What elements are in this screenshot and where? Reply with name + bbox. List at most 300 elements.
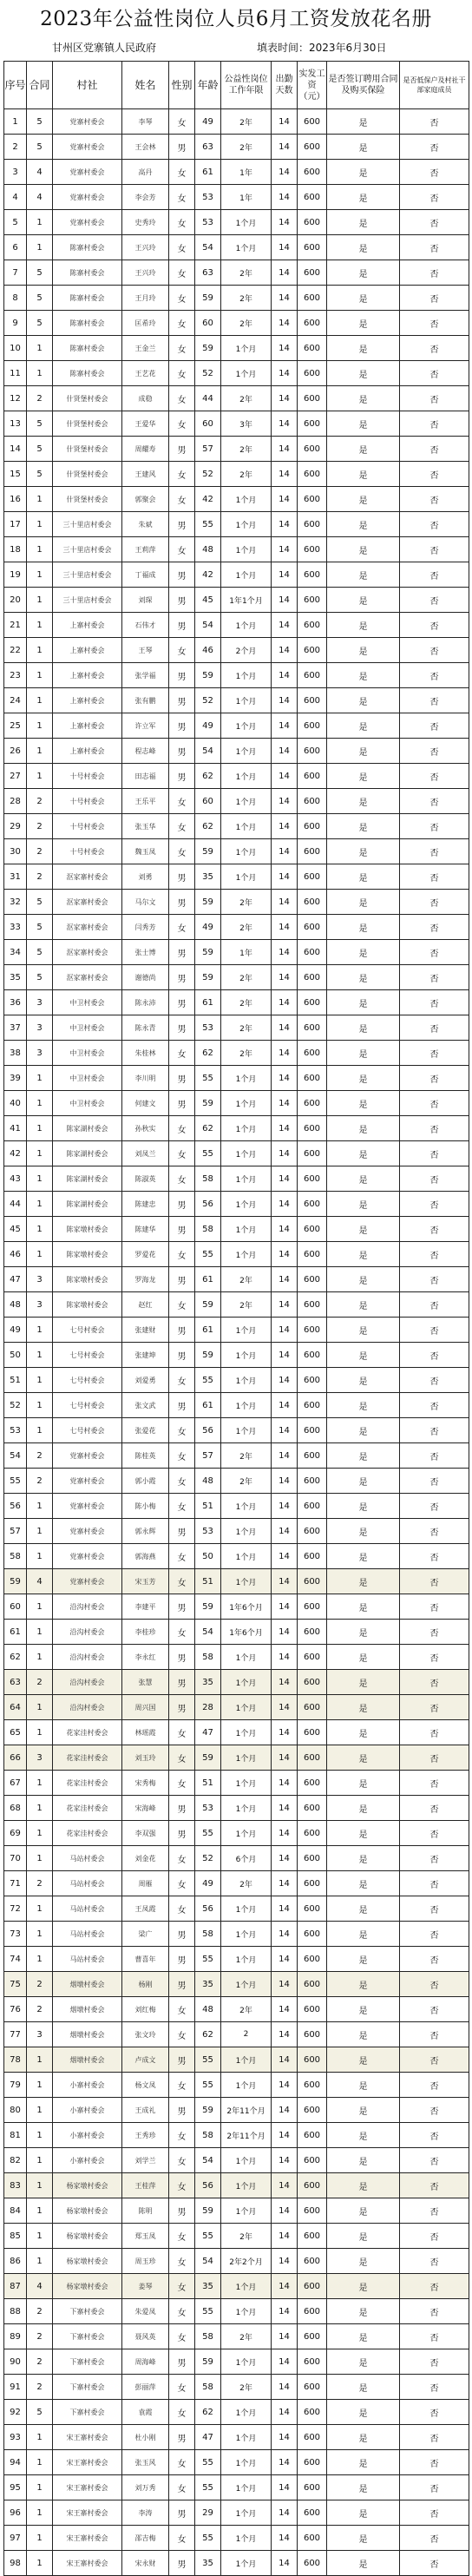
cell-age: 35 [195,2274,221,2299]
cell-village: 什贤堡村委会 [53,437,122,462]
cell-contract-signed: 是 [327,663,400,688]
cell-years: 1个月 [221,2400,272,2425]
table-row [4,1594,469,1620]
cell-contract-signed: 是 [327,2098,400,2123]
table-row [4,2526,469,2551]
cell-village: 党寨村委会 [53,1494,122,1519]
cell-contract: 3 [27,1292,53,1318]
cell-years: 2年 [221,2324,272,2349]
cell-age: 42 [195,487,221,512]
cell-pay: 600 [298,965,327,990]
cell-days: 14 [272,663,298,688]
cell-name: 杨刚 [122,1972,169,1997]
table-row [4,1771,469,1796]
cell-age: 59 [195,2198,221,2224]
cell-days: 14 [272,512,298,537]
cell-name: 李双强 [122,1821,169,1846]
cell-name: 闫秀芳 [122,915,169,940]
cell-years: 1个月 [221,1393,272,1418]
cell-contract-signed: 是 [327,1645,400,1670]
cell-low-income: 否 [400,839,469,864]
cell-years: 1个月 [221,1519,272,1544]
cell-years: 1个月 [221,1670,272,1695]
cell-pay: 600 [298,1166,327,1192]
cell-village: 中卫村委会 [53,1066,122,1091]
cell-gender: 女 [169,1141,195,1166]
table-row [4,1569,469,1594]
cell-contract: 2 [27,864,53,890]
cell-no: 37 [4,1015,27,1041]
cell-contract: 1 [27,2123,53,2148]
cell-gender: 女 [169,1896,195,1922]
cell-village: 陈寨村委会 [53,361,122,386]
cell-gender: 男 [169,739,195,764]
cell-contract: 5 [27,2400,53,2425]
cell-no: 55 [4,1469,27,1494]
table-row [4,1318,469,1343]
table-row [4,2249,469,2274]
cell-age: 55 [195,1066,221,1091]
cell-age: 57 [195,437,221,462]
cell-contract-signed: 是 [327,1368,400,1393]
cell-gender: 女 [169,109,195,135]
cell-gender: 女 [169,789,195,814]
cell-gender: 女 [169,2324,195,2349]
cell-contract: 2 [27,2299,53,2324]
cell-village: 党寨村委会 [53,160,122,185]
cell-contract: 1 [27,1091,53,1116]
cell-contract-signed: 是 [327,135,400,160]
cell-days: 14 [272,1670,298,1695]
cell-years: 1个月 [221,1821,272,1846]
cell-years: 1个月 [221,1116,272,1141]
cell-days: 14 [272,437,298,462]
cell-contract: 2 [27,1997,53,2022]
cell-gender: 男 [169,1796,195,1821]
cell-contract: 1 [27,1645,53,1670]
cell-low-income: 否 [400,965,469,990]
cell-years: 1个月 [221,1695,272,1720]
cell-gender: 女 [169,1871,195,1896]
cell-gender: 女 [169,160,195,185]
cell-years: 1个月 [221,1166,272,1192]
cell-days: 14 [272,386,298,411]
cell-years: 1个月 [221,1947,272,1972]
cell-contract-signed: 是 [327,1569,400,1594]
cell-contract-signed: 是 [327,1922,400,1947]
cell-no: 3 [4,160,27,185]
cell-contract: 3 [27,1745,53,1771]
cell-village: 小寨村委会 [53,2123,122,2148]
cell-low-income: 否 [400,1494,469,1519]
table-row [4,1972,469,1997]
cell-contract-signed: 是 [327,1796,400,1821]
cell-contract: 1 [27,1242,53,1267]
cell-no: 30 [4,839,27,864]
table-row [4,1192,469,1217]
cell-years: 1个月 [221,1896,272,1922]
cell-gender: 女 [169,2375,195,2400]
cell-contract: 1 [27,2249,53,2274]
cell-years: 2 [221,2022,272,2047]
issuing-unit: 甘州区党寨镇人民政府 [52,42,157,54]
cell-pay: 600 [298,1469,327,1494]
cell-pay: 600 [298,1141,327,1166]
cell-age: 58 [195,1645,221,1670]
cell-no: 41 [4,1116,27,1141]
cell-name: 李涛 [122,2500,169,2526]
cell-name: 刘学兰 [122,2148,169,2173]
cell-contract: 2 [27,386,53,411]
cell-contract: 2 [27,814,53,839]
cell-contract: 5 [27,965,53,990]
cell-days: 14 [272,1846,298,1871]
cell-contract: 4 [27,1569,53,1594]
cell-village: 党寨村委会 [53,210,122,235]
cell-village: 中卫村委会 [53,1091,122,1116]
cell-no: 65 [4,1720,27,1745]
cell-contract-signed: 是 [327,638,400,663]
cell-contract: 1 [27,1771,53,1796]
cell-name: 王凤霞 [122,1896,169,1922]
cell-years: 1个月 [221,1217,272,1242]
cell-no: 84 [4,2198,27,2224]
cell-no: 47 [4,1267,27,1292]
cell-years: 1个月 [221,2274,272,2299]
cell-gender: 女 [169,1292,195,1318]
cell-pay: 600 [298,2123,327,2148]
cell-years: 1个月 [221,1922,272,1947]
cell-years: 2年 [221,965,272,990]
cell-contract-signed: 是 [327,739,400,764]
cell-no: 66 [4,1745,27,1771]
cell-pay: 600 [298,1418,327,1443]
cell-low-income: 否 [400,2148,469,2173]
cell-pay: 600 [298,2400,327,2425]
cell-contract: 5 [27,135,53,160]
cell-name: 郑玉凤 [122,2224,169,2249]
cell-days: 14 [272,1620,298,1645]
cell-contract-signed: 是 [327,235,400,260]
cell-name: 张文武 [122,1393,169,1418]
cell-gender: 女 [169,1041,195,1066]
cell-days: 14 [272,2173,298,2198]
cell-years: 1个月 [221,1796,272,1821]
cell-village: 花家洼村委会 [53,1720,122,1745]
table-row [4,638,469,663]
cell-no: 64 [4,1695,27,1720]
cell-days: 14 [272,2299,298,2324]
cell-age: 46 [195,638,221,663]
cell-low-income: 否 [400,990,469,1015]
cell-village: 上寨村委会 [53,613,122,638]
cell-contract-signed: 是 [327,713,400,739]
cell-pay: 600 [298,2073,327,2098]
cell-days: 14 [272,1066,298,1091]
cell-years: 1个月 [221,1318,272,1343]
cell-days: 14 [272,789,298,814]
cell-years: 1个月 [221,1645,272,1670]
cell-name: 罗海龙 [122,1267,169,1292]
cell-pay: 600 [298,512,327,537]
cell-days: 14 [272,210,298,235]
cell-age: 35 [195,1972,221,1997]
cell-no: 83 [4,2173,27,2198]
cell-years: 2年11个月 [221,2098,272,2123]
cell-days: 14 [272,940,298,965]
cell-years: 1个月 [221,1066,272,1091]
cell-gender: 女 [169,2475,195,2500]
cell-days: 14 [272,2349,298,2375]
cell-contract: 1 [27,537,53,562]
cell-contract: 1 [27,2551,53,2576]
cell-no: 2 [4,135,27,160]
cell-name: 朱桂林 [122,1041,169,1066]
cell-pay: 600 [298,1066,327,1091]
cell-no: 42 [4,1141,27,1166]
cell-name: 石伟才 [122,613,169,638]
cell-contract-signed: 是 [327,462,400,487]
cell-name: 郭聚会 [122,487,169,512]
cell-days: 14 [272,1116,298,1141]
cell-age: 61 [195,160,221,185]
cell-contract-signed: 是 [327,2173,400,2198]
cell-age: 59 [195,336,221,361]
cell-no: 9 [4,311,27,336]
cell-gender: 女 [169,1116,195,1141]
cell-days: 14 [272,2500,298,2526]
cell-contract: 1 [27,2073,53,2098]
cell-contract-signed: 是 [327,286,400,311]
cell-years: 1个月 [221,512,272,537]
cell-pay: 600 [298,2349,327,2375]
cell-pay: 600 [298,2047,327,2073]
cell-low-income: 否 [400,135,469,160]
cell-contract-signed: 是 [327,965,400,990]
cell-name: 张士博 [122,940,169,965]
cell-name: 刘金花 [122,1846,169,1871]
cell-name: 张文玲 [122,2022,169,2047]
cell-contract-signed: 是 [327,2526,400,2551]
table-row [4,1896,469,1922]
cell-name: 刘凤兰 [122,1141,169,1166]
table-row [4,1947,469,1972]
cell-name: 谢德尚 [122,965,169,990]
cell-village: 党寨村委会 [53,1443,122,1469]
cell-years: 1个月 [221,1494,272,1519]
cell-contract-signed: 是 [327,1469,400,1494]
cell-days: 14 [272,1242,298,1267]
cell-village: 三十里店村委会 [53,562,122,588]
cell-low-income: 否 [400,1519,469,1544]
table-row [4,1141,469,1166]
cell-days: 14 [272,336,298,361]
table-row [4,1620,469,1645]
table-row [4,1519,469,1544]
cell-pay: 600 [298,1745,327,1771]
cell-contract-signed: 是 [327,2475,400,2500]
cell-contract-signed: 是 [327,1720,400,1745]
table-row [4,1368,469,1393]
col-header-pay: 实发工资（元） [298,62,327,109]
cell-low-income: 否 [400,1695,469,1720]
cell-age: 48 [195,1469,221,1494]
cell-no: 69 [4,1821,27,1846]
cell-pay: 600 [298,1443,327,1469]
cell-age: 55 [195,1947,221,1972]
cell-no: 44 [4,1192,27,1217]
cell-low-income: 否 [400,2249,469,2274]
cell-name: 田志福 [122,764,169,789]
cell-name: 张建坤 [122,1343,169,1368]
cell-contract: 2 [27,1469,53,1494]
cell-contract-signed: 是 [327,1066,400,1091]
cell-pay: 600 [298,2098,327,2123]
cell-age: 59 [195,940,221,965]
cell-contract: 5 [27,411,53,437]
cell-contract-signed: 是 [327,1091,400,1116]
cell-name: 张慧 [122,1670,169,1695]
table-row [4,663,469,688]
cell-contract-signed: 是 [327,562,400,588]
cell-name: 邵吉梅 [122,2526,169,2551]
cell-days: 14 [272,1041,298,1066]
cell-name: 王金兰 [122,336,169,361]
cell-days: 14 [272,361,298,386]
cell-village: 陈家湖村委会 [53,1166,122,1192]
cell-contract: 2 [27,2349,53,2375]
cell-gender: 男 [169,1267,195,1292]
cell-no: 59 [4,1569,27,1594]
cell-years: 2年 [221,1267,272,1292]
cell-no: 21 [4,613,27,638]
cell-age: 61 [195,1267,221,1292]
cell-contract-signed: 是 [327,2400,400,2425]
cell-contract-signed: 是 [327,1771,400,1796]
cell-contract-signed: 是 [327,1267,400,1292]
cell-days: 14 [272,1292,298,1318]
cell-years: 1年 [221,940,272,965]
cell-no: 22 [4,638,27,663]
cell-name: 李建平 [122,1594,169,1620]
col-header-no: 序号 [4,62,27,109]
cell-pay: 600 [298,713,327,739]
table-row [4,1494,469,1519]
cell-low-income: 否 [400,286,469,311]
table-row [4,1066,469,1091]
cell-years: 1个月 [221,1544,272,1569]
cell-contract: 1 [27,688,53,713]
cell-village: 陈家墩村委会 [53,1292,122,1318]
table-row [4,1091,469,1116]
cell-contract-signed: 是 [327,537,400,562]
cell-days: 14 [272,1318,298,1343]
cell-pay: 600 [298,814,327,839]
cell-contract: 3 [27,1041,53,1066]
cell-village: 中卫村委会 [53,990,122,1015]
cell-years: 1个月 [221,2349,272,2375]
cell-contract-signed: 是 [327,814,400,839]
cell-age: 59 [195,1594,221,1620]
cell-pay: 600 [298,990,327,1015]
cell-pay: 600 [298,1569,327,1594]
cell-name: 匡希玲 [122,311,169,336]
cell-village: 十号村委会 [53,764,122,789]
table-row [4,210,469,235]
cell-contract-signed: 是 [327,336,400,361]
cell-years: 2年 [221,1015,272,1041]
cell-gender: 男 [169,1015,195,1041]
cell-days: 14 [272,160,298,185]
table-row [4,1242,469,1267]
cell-pay: 600 [298,2551,327,2576]
cell-pay: 600 [298,160,327,185]
cell-age: 35 [195,1670,221,1695]
cell-pay: 600 [298,1594,327,1620]
cell-pay: 600 [298,764,327,789]
cell-name: 刘勇 [122,864,169,890]
cell-village: 宋王寨村委会 [53,2475,122,2500]
cell-gender: 女 [169,2224,195,2249]
cell-no: 49 [4,1318,27,1343]
cell-low-income: 否 [400,2375,469,2400]
cell-years: 2年 [221,1469,272,1494]
cell-age: 56 [195,1896,221,1922]
cell-village: 烟墩村委会 [53,2022,122,2047]
cell-name: 彭丽萍 [122,2375,169,2400]
cell-no: 38 [4,1041,27,1066]
cell-days: 14 [272,185,298,210]
cell-no: 6 [4,235,27,260]
cell-age: 63 [195,260,221,286]
cell-no: 1 [4,109,27,135]
cell-pay: 600 [298,386,327,411]
cell-name: 王艺花 [122,361,169,386]
cell-contract: 5 [27,286,53,311]
cell-contract-signed: 是 [327,2022,400,2047]
cell-no: 46 [4,1242,27,1267]
cell-age: 62 [195,1116,221,1141]
cell-age: 59 [195,965,221,990]
cell-gender: 女 [169,2400,195,2425]
cell-contract: 1 [27,2198,53,2224]
cell-gender: 女 [169,411,195,437]
cell-years: 1个月 [221,663,272,688]
cell-years: 1个月 [221,1091,272,1116]
page-title: 2023年公益性岗位人员6月工资发放花名册 [40,8,432,30]
cell-contract: 1 [27,588,53,613]
cell-contract-signed: 是 [327,1972,400,1997]
cell-pay: 600 [298,638,327,663]
cell-days: 14 [272,1166,298,1192]
table-row [4,2425,469,2450]
cell-low-income: 否 [400,411,469,437]
table-row [4,2198,469,2224]
cell-contract: 1 [27,210,53,235]
table-row [4,185,469,210]
cell-village: 党寨村委会 [53,1519,122,1544]
table-header-row [4,62,469,109]
cell-years: 2年 [221,1871,272,1896]
cell-name: 张玉风 [122,2450,169,2475]
cell-village: 陈家墩村委会 [53,1267,122,1292]
cell-days: 14 [272,462,298,487]
cell-low-income: 否 [400,2173,469,2198]
table-row [4,1418,469,1443]
table-row [4,361,469,386]
cell-age: 54 [195,739,221,764]
cell-village: 马站村委会 [53,1922,122,1947]
